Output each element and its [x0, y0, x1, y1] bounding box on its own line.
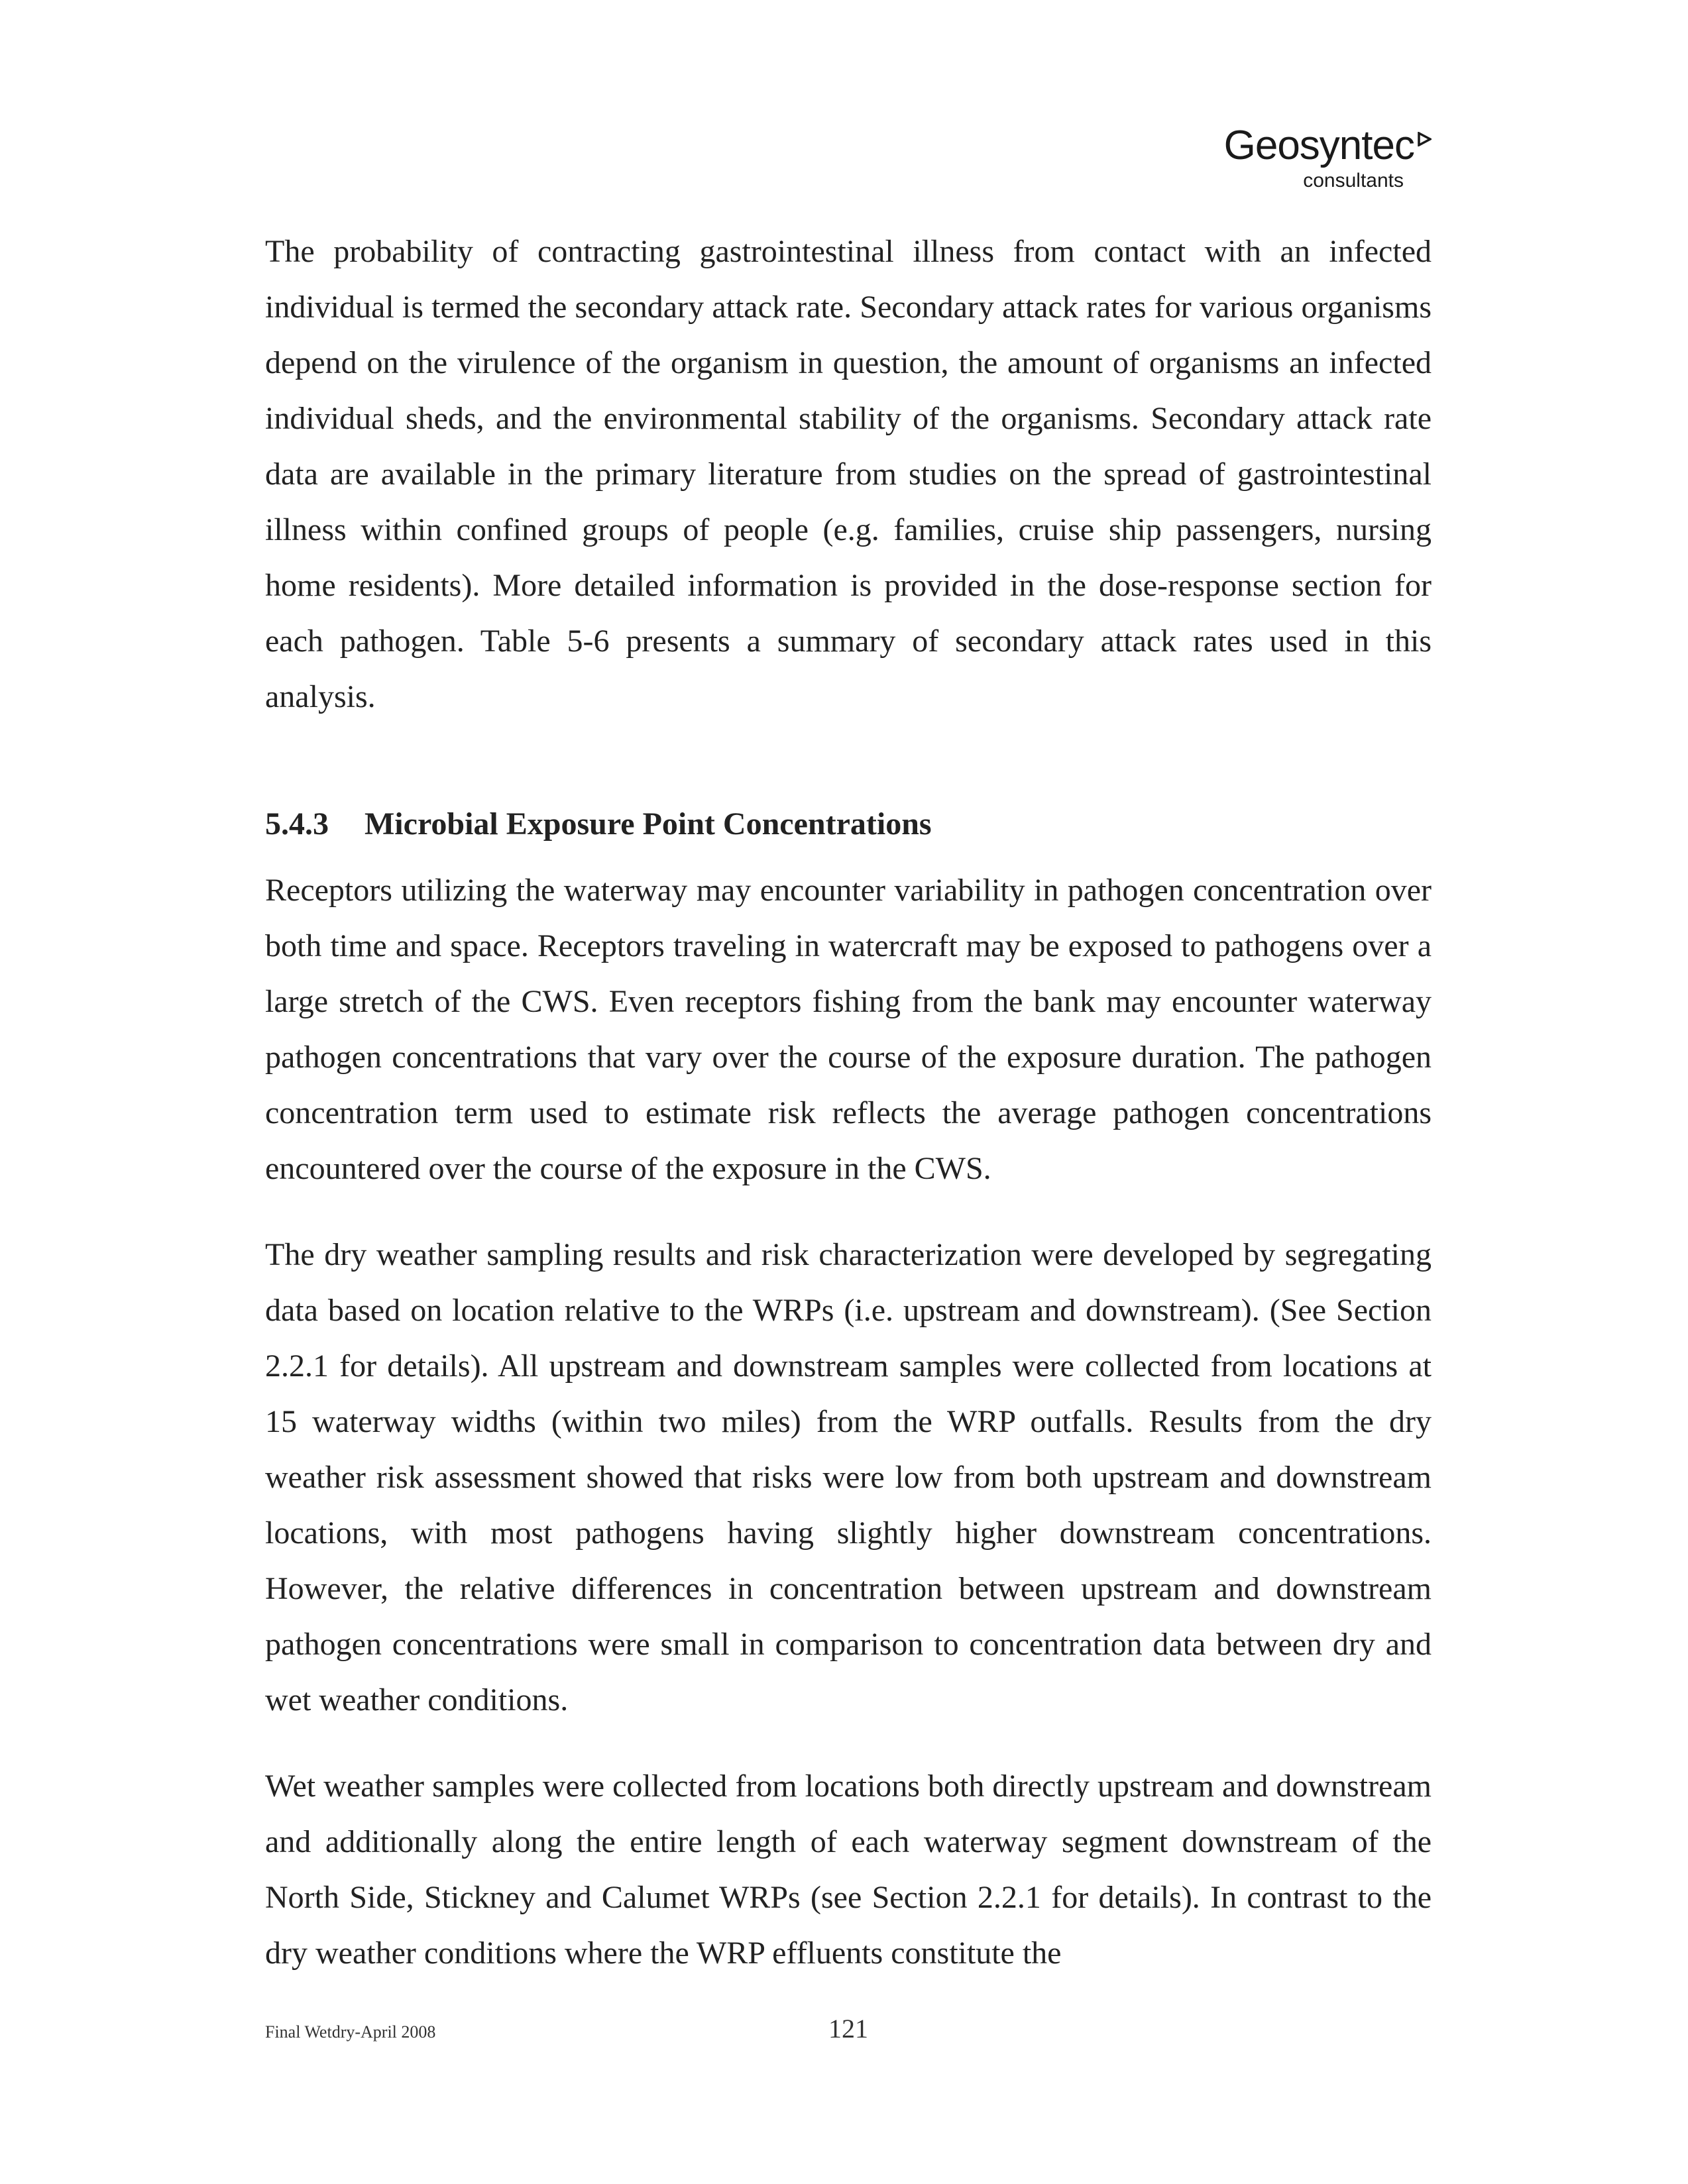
- page-number: 121: [828, 2014, 868, 2044]
- paragraph-wet-weather: Wet weather samples were collected from locations both directly upstream and downstream and additionally along the entire length of each waterway segment downstream of the North Side, Stickney and Calumet WRPs (see Section 2.2.1 for details). In contrast to the dry weather conditions where the WRP effluents constitute the: [265, 1769, 1432, 1971]
- section-title: Microbial Exposure Point Concentrations: [365, 806, 932, 842]
- company-logo: [1193, 123, 1432, 193]
- triangle-logo-icon: [1417, 132, 1432, 146]
- section-heading: [265, 804, 1432, 844]
- paragraph-receptors: Receptors utilizing the waterway may encounter variability in pathogen concentration over both time and space. Receptors traveling in watercraft may be exposed to pathogens over a large stretch of the CWS. Even receptors fishing from the bank may encounter waterway pathogen concentrations that vary over the course of the exposure duration. The pathogen concentration term used to estimate risk reflects the average pathogen concentrations encountered over the course of the exposure in the CWS.: [265, 873, 1432, 1186]
- paragraph-secondary-attack-rate: The probability of contracting gastrointestinal illness from contact with an infected individual is termed the secondary attack rate. Secondary attack rates for various organisms depend on the virulence of the organism in question, the amount of organisms an infected individual sheds, and the environmental stability of the organisms. Secondary attack rate data are available in the primary literature from studies on the spread of gastrointestinal illness within confined groups of people (e.g. families, cruise ship passengers, nursing home residents). More detailed information is provided in the dose-response section for each pathogen. Table 5-6 presents a summary of secondary attack rates used in this analysis.: [265, 234, 1432, 714]
- document-body: [265, 224, 1432, 1981]
- footer-document-label: Final Wetdry-April 2008: [265, 2022, 436, 2042]
- section-number: 5.4.3: [265, 806, 329, 842]
- logo-name: [1193, 123, 1432, 169]
- logo-name-text: Geosyntec: [1223, 123, 1414, 168]
- logo-subtitle: consultants: [1303, 170, 1404, 191]
- paragraph-dry-weather: The dry weather sampling results and risk characterization were developed by segregating data based on location relative to the WRPs (i.e. upstream and downstream). (See Section 2.2.1 for details). All upstream and downstream samples were collected from locations at 15 waterway widths (within two miles) from the WRP outfalls. Results from the dry weather risk assessment showed that risks were low from both upstream and downstream locations, with most pathogens having slightly higher downstream concentrations. However, the relative differences in concentration between upstream and downstream pathogen concentrations were small in comparison to concentration data between dry and wet weather conditions.: [265, 1237, 1432, 1718]
